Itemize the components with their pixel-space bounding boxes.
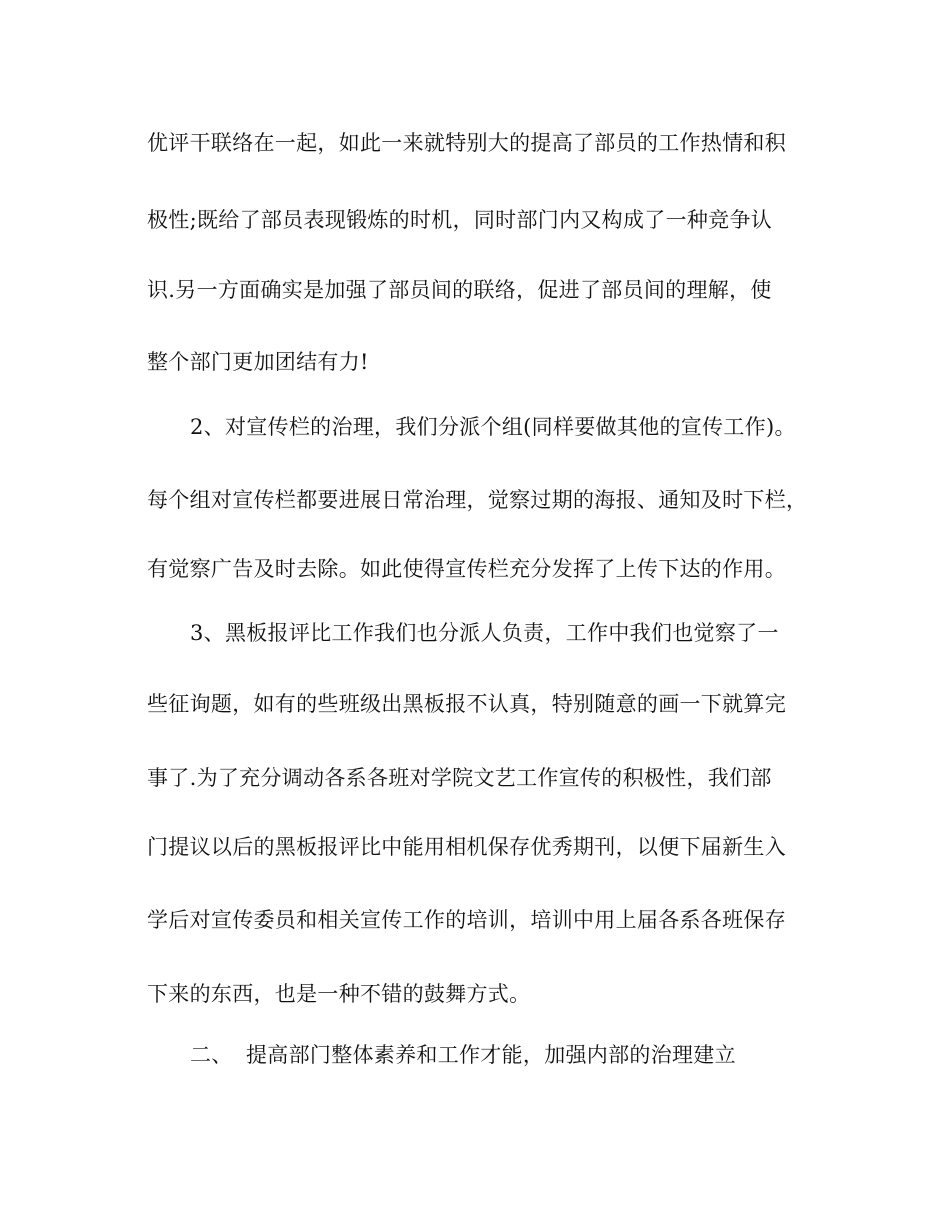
- paragraph-3-start: 3、黑板报评比工作我们也分派人负责，工作中我们也觉察了一: [190, 621, 779, 645]
- section-number: 二、: [190, 1043, 233, 1067]
- text-line: 极性;既给了部员表现锻炼的时机，同时部门内又构成了一种竞争认: [147, 208, 773, 232]
- text-line: 些征询题，如有的些班级出黑板报不认真，特别随意的画一下就算完: [147, 692, 786, 716]
- text-line: 有觉察广告及时去除。如此使得宣传栏充分发挥了上传下达的作用。: [147, 557, 786, 581]
- text-line: 事了.为了充分调动各系各班对学院文艺工作宣传的积极性，我们部: [147, 766, 772, 790]
- text-line: 优评干联络在一起，如此一来就特别大的提高了部员的工作热情和积: [147, 131, 786, 155]
- section-heading: [190, 1041, 736, 1069]
- paragraph-2-start: 2、对宣传栏的治理，我们分派个组(同样要做其他的宣传工作)。: [190, 415, 796, 439]
- text-line: 整个部门更加团结有力!: [147, 350, 369, 374]
- section-heading-text: 提高部门整体素养和工作才能，加强内部的治理建立: [246, 1043, 736, 1067]
- text-line: 下来的东西，也是一种不错的鼓舞方式。: [147, 982, 531, 1006]
- text-line: 门提议以后的黑板报评比中能用相机保存优秀期刊，以便下届新生入: [147, 835, 786, 859]
- text-line: 学后对宣传委员和相关宣传工作的培训，培训中用上届各系各班保存: [147, 908, 786, 932]
- text-line: 识.另一方面确实是加强了部员间的联络，促进了部员间的理解，使: [147, 278, 772, 302]
- text-line: 每个组对宣传栏都要进展日常治理，觉察过期的海报、通知及时下栏，: [147, 488, 808, 512]
